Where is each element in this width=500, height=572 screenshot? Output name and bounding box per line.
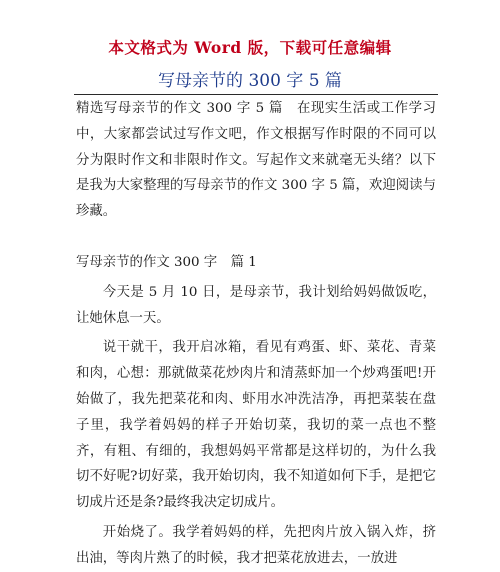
document-title: 写母亲节的 300 字 5 篇 [158, 71, 342, 91]
body-paragraph-3: 开始烧了。我学着妈妈的样，先把肉片放入锅入炸，挤出油，等肉片熟了的时候，我才把菜花放进去，一放进 [76, 524, 436, 566]
title-divider [74, 94, 438, 95]
section-heading: 写母亲节的作文 300 字 篇 1 [76, 254, 257, 270]
body-paragraph-2: 说干就干，我开启冰箱，看见有鸡蛋、虾、菜花、青菜和肉，心想：那就做菜花炒肉片和清蒸虾加一个炒鸡蛋吧!开始做了，我先把菜花和肉、虾用水冲洗洁净，再把菜装在盘子里，我学着妈妈的样子开始切菜，我切的菜一点也不整齐，有粗、有细的，我想妈妈平常都是这样切的，为什么我切不好呢?切好菜，我开始切肉，我不知道如何下手，是把它切成片还是条?最终我决定切成片。 [76, 340, 436, 511]
intro-paragraph: 精选写母亲节的作文 300 字 5 篇 在现实生活或工作学习中，大家都尝试过写作文吧，作文根据写作时限的不同可以分为限时作文和非限时作文。写起作文来就毫无头绪？以下是我为大家整理的写母亲节的作文 300 字 5 篇，欢迎阅读与珍藏。 [76, 101, 436, 220]
document-banner: 本文格式为 Word 版，下载可任意编辑 [108, 38, 392, 57]
document-body [76, 96, 436, 572]
body-paragraph-1: 今天是 5 月 10 日，是母亲节，我计划给妈妈做饭吃，让她休息一天。 [76, 284, 436, 326]
